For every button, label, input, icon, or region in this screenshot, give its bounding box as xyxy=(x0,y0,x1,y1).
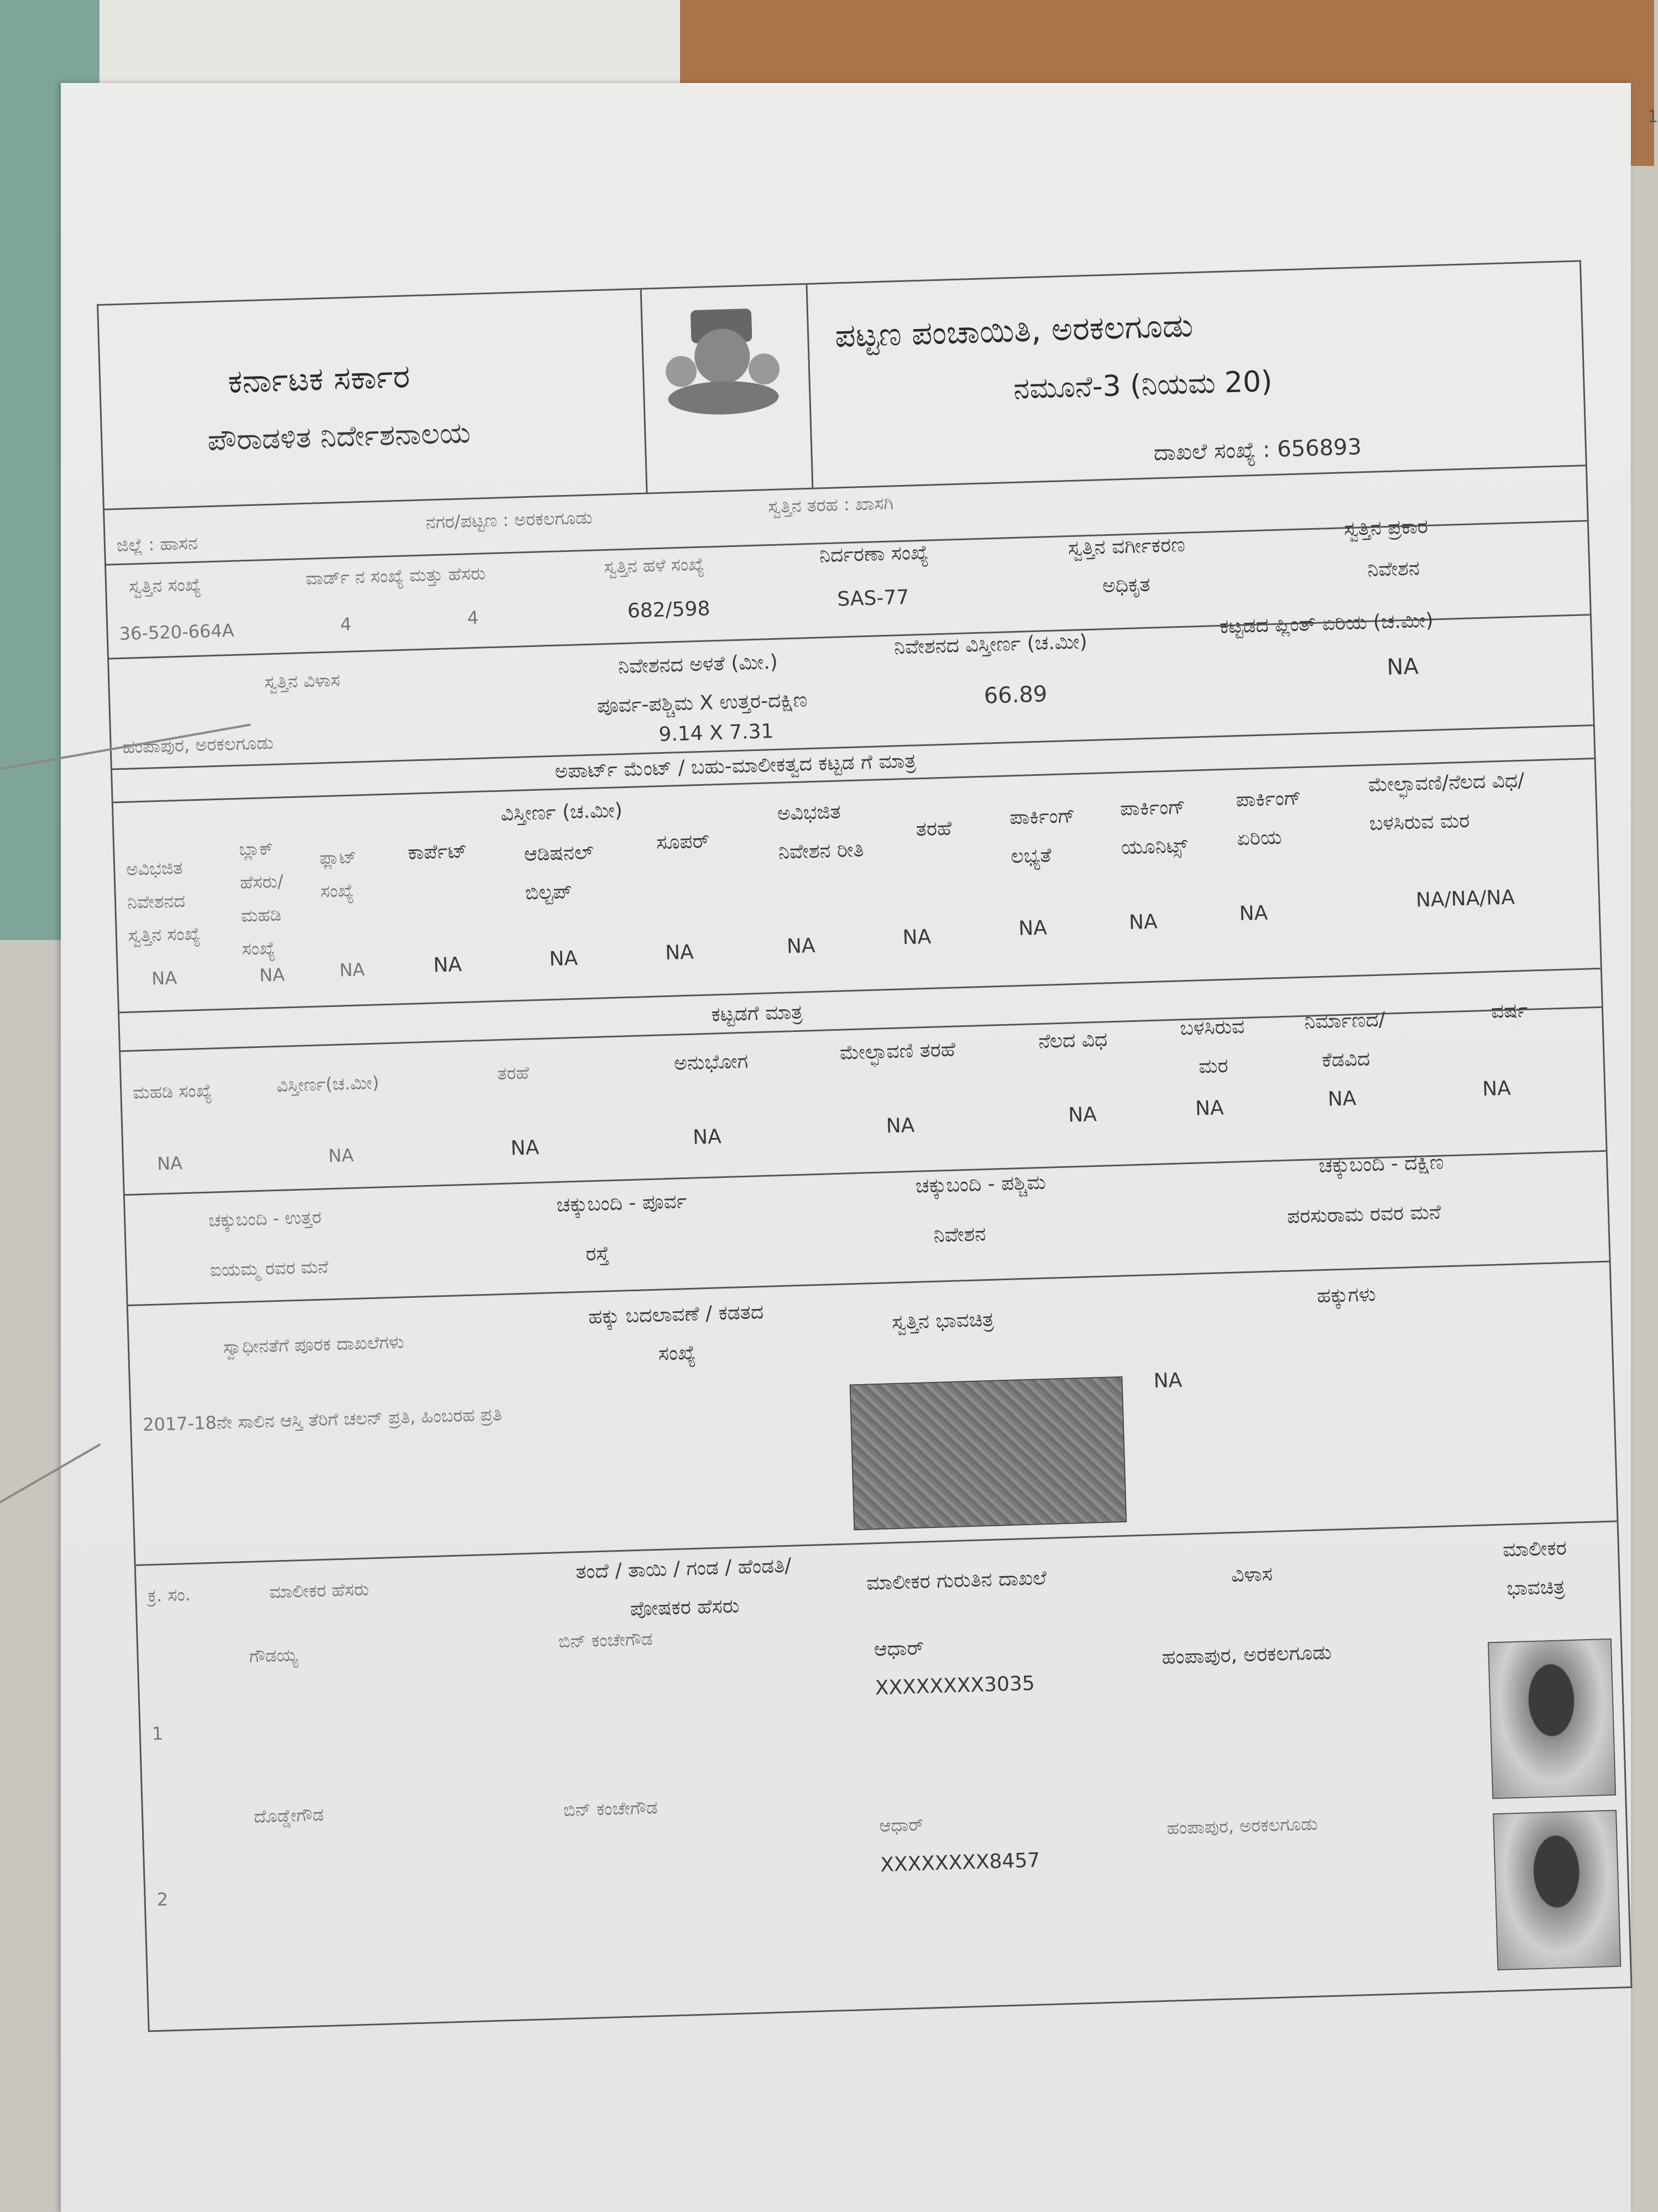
property-header-3: ನಿರ್ದರಣಾ ಸಂಖ್ಯೆ xyxy=(819,541,929,567)
building-value-8: NA xyxy=(1482,1077,1511,1101)
building-value-0: NA xyxy=(156,1152,183,1175)
owner-1-parent: ಬಿನ್ ಕಂಚೇಗೌಡ xyxy=(558,1628,653,1652)
owners-header-sl: ಕ್ರ. ಸಂ. xyxy=(147,1584,191,1606)
owners-header-photo: ಮಾಲೀಕರ ಭಾವಚಿತ್ರ xyxy=(1502,1537,1567,1600)
building-header-4: ಮೇಲ್ಛಾವಣಿ ತರಹೆ xyxy=(839,1038,956,1065)
apartment-header-6: ಅವಿಭಜಿತ ನಿವೇಶನ ರೀತಿ xyxy=(777,800,865,864)
assessment-number: SAS-77 xyxy=(836,586,909,611)
apartment-value-6: NA xyxy=(786,934,816,958)
page-number: 1 xyxy=(1647,107,1658,127)
building-value-3: NA xyxy=(692,1125,722,1149)
area-label: ನಿವೇಶನದ ವಿಸ್ತೀರ್ಣ (ಚ.ಮೀ) xyxy=(893,630,1088,659)
apartment-header-8: ಪಾರ್ಕಿಂಗ್ ಲಭ್ಯತೆ xyxy=(1009,804,1076,868)
owners-header-address: ವಿಳಾಸ xyxy=(1231,1562,1273,1587)
apartment-value-4: NA xyxy=(548,947,578,971)
apartment-value-9: NA xyxy=(1128,910,1158,935)
town: ನಗರ/ಪಟ್ಟಣ : ಅರಕಲಗೂಡು xyxy=(425,507,593,533)
building-header-0: ಮಹಡಿ ಸಂಖ್ಯೆ xyxy=(132,1079,212,1103)
building-value-5: NA xyxy=(1068,1103,1097,1127)
property-header-2: ಸ್ವತ್ತಿನ ಹಳೆ ಸಂಖ್ಯೆ xyxy=(603,553,705,577)
documents-value: 2017-18ನೇ ಸಾಲಿನ ಆಸ್ತಿ ತೆರಿಗೆ ಚಲನ್ ಪ್ರತಿ, ಹಿಂಬರಹ ಪ್ರತಿ xyxy=(142,1404,503,1436)
owner-2-name: ದೊಡ್ಡೇಗೌಡ xyxy=(253,1804,325,1827)
property-header-1: ವಾರ್ಡ್ ನ ಸಂಖ್ಯೆ ಮತ್ತು ಹೆಸರು xyxy=(305,562,486,589)
apartment-area-group: ವಿಸ್ತೀರ್ಣ (ಚ.ಮೀ) xyxy=(500,799,623,826)
plinth-label: ಕಟ್ಟಡದ ಪ್ಲಿಂತ್ ಏರಿಯ (ಚ.ಮೀ) xyxy=(1219,609,1434,638)
apartment-table xyxy=(113,759,1601,1013)
documents-label: ಸ್ವಾಧೀನತೆಗೆ ಪೂರಕ ದಾಖಲೆಗಳು xyxy=(223,1331,405,1358)
apartment-header-0: ಅವಿಭಜಿತ ನಿವೇಶನದ ಸ್ವತ್ತಿನ ಸಂಖ್ಯೆ xyxy=(125,857,201,946)
boundary-value-south: ಪರಸುರಾಮ ರವರ ಮನೆ xyxy=(1286,1201,1441,1228)
apartment-header-3: ಕಾರ್ಪೆಟ್ xyxy=(407,839,468,864)
area-value: 66.89 xyxy=(984,681,1048,709)
owner-1-address: ಹಂಪಾಪುರ, ಅರಕಲಗೂಡು xyxy=(1161,1641,1332,1669)
owners-table xyxy=(136,1522,1631,2030)
dimension-label: ನಿವೇಶನದ ಅಳತೆ (ಮೀ.) xyxy=(618,650,778,679)
boundary-value-east: ರಸ್ತೆ xyxy=(585,1242,610,1266)
building-header-1: ವಿಸ್ತೀರ್ಣ(ಚ.ಮೀ) xyxy=(276,1072,380,1096)
apartment-value-11: NA/NA/NA xyxy=(1415,886,1515,912)
rights-label: ಹಕ್ಕುಗಳು xyxy=(1316,1283,1377,1308)
plinth-value: NA xyxy=(1386,654,1419,681)
boundary-value-west: ನಿವೇಶನ xyxy=(933,1223,986,1247)
property-header-4: ಸ್ವತ್ತಿನ ವರ್ಗೀಕರಣ xyxy=(1068,533,1186,560)
building-value-2: NA xyxy=(510,1136,540,1160)
owner-1-id-type: ಆಧಾರ್ xyxy=(874,1636,924,1661)
directorate-title: ಪೌರಾಡಳಿತ ನಿರ್ದೇಶನಾಲಯ xyxy=(207,416,471,458)
boundary-header-north: ಚಕ್ಕುಬಂದಿ - ಉತ್ತರ xyxy=(208,1206,322,1231)
classification: ಅಧಿಕೃತ xyxy=(1102,573,1150,598)
property-header-5: ಸ್ವತ್ತಿನ ಪ್ರಕಾರ xyxy=(1343,515,1429,541)
apartment-value-7: NA xyxy=(902,925,932,950)
owner-1-photo xyxy=(1488,1639,1616,1799)
govt-title: ಕರ್ನಾಟಕ ಸರ್ಕಾರ xyxy=(227,357,411,401)
owner-1-name: ಗೌಡಯ್ಯ xyxy=(249,1644,299,1667)
boundary-header-west: ಚಕ್ಕುಬಂದಿ - ಪಶ್ಚಿಮ xyxy=(915,1171,1047,1198)
owner-1-sl: 1 xyxy=(151,1723,164,1745)
building-header-2: ತರಹೆ xyxy=(497,1062,530,1084)
owner-1-id-no: XXXXXXXX3035 xyxy=(875,1672,1035,1700)
apartment-header-2: ಫ್ಲಾಟ್ ಸಂಖ್ಯೆ xyxy=(319,846,357,902)
owner-2-address: ಹಂಪಾಪುರ, ಅರಕಲಗೂಡು xyxy=(1167,1813,1318,1839)
building-header-8: ವರ್ಷ xyxy=(1490,999,1528,1023)
filing-number: ದಾಖಲೆ ಸಂಖ್ಯೆ : 656893 xyxy=(1153,434,1362,466)
state-emblem-icon xyxy=(657,291,788,427)
apartment-title: ಅಪಾರ್ಟ್ ಮೆಂಟ್ / ಬಹು-ಮಾಲೀಕತ್ವದ ಕಟ್ಟಡ ಗೆ ಮಾತ್ರ xyxy=(554,749,917,783)
owners-header-id: ಮಾಲೀಕರ ಗುರುತಿನ ದಾಖಲೆ xyxy=(866,1567,1047,1595)
apartment-header-5: ಸೂಪರ್ xyxy=(656,830,710,854)
boundary-header-east: ಚಕ್ಕುಬಂದಿ - ಪೂರ್ವ xyxy=(556,1190,687,1217)
building-header-5: ನೆಲದ ವಿಧ xyxy=(1038,1028,1108,1053)
building-header-3: ಅನುಭೋಗ xyxy=(673,1050,749,1075)
boundary-header-south: ಚಕ್ಕುಬಂದಿ - ದಕ್ಷಿಣ xyxy=(1318,1151,1445,1178)
owner-2-parent: ಬಿನ್ ಕಂಚೇಗೌಡ xyxy=(563,1797,658,1821)
property-number: 36-520-664A xyxy=(119,619,235,645)
old-number: 682/598 xyxy=(627,597,710,623)
apartment-value-0: NA xyxy=(151,967,177,989)
property-photo xyxy=(850,1376,1127,1531)
apartment-header-11: ಮೇಲ್ಛಾವಣಿ/ನೆಲದ ವಿಧ/ಬಳಸಿರುವ ಮರ xyxy=(1368,769,1525,836)
district: ಜಿಲ್ಲೆ : ಹಾಸನ xyxy=(116,532,198,556)
property-kind: ನಿವೇಶನ xyxy=(1367,557,1420,582)
owner-2-id-type: ಆಧಾರ್ xyxy=(878,1813,924,1837)
apartment-value-10: NA xyxy=(1239,901,1268,926)
dimension-value: 9.14 X 7.31 xyxy=(658,720,774,747)
documents-row xyxy=(128,1262,1617,1566)
building-value-6: NA xyxy=(1195,1097,1225,1120)
owner-2-id-no: XXXXXXXX8457 xyxy=(880,1849,1040,1877)
rights-value: NA xyxy=(1153,1369,1183,1393)
building-header-7: ನಿರ್ಮಾಣದ/ ಕೆಡವಿದ xyxy=(1304,1008,1386,1072)
owners-header-parent: ತಂದೆ / ತಾಯಿ / ಗಂಡ / ಹೆಂಡತಿ/ಪೋಷಕರ ಹೆಸರು xyxy=(575,1554,792,1621)
apartment-value-2: NA xyxy=(339,959,365,981)
owner-2-sl: 2 xyxy=(156,1888,169,1911)
apartment-header-7: ತರಹೆ xyxy=(916,817,952,841)
apartment-header-10: ಪಾರ್ಕಿಂಗ್ ಏರಿಯ xyxy=(1235,786,1302,851)
property-header-0: ಸ್ವತ್ತಿನ ಸಂಖ್ಯೆ xyxy=(128,573,202,597)
building-title: ಕಟ್ಟಡಗೆ ಮಾತ್ರ xyxy=(711,1000,803,1026)
apartment-value-8: NA xyxy=(1018,916,1048,941)
address-value: ಹಂಪಾಪುರ, ಅರಕಲಗೂಡು xyxy=(122,732,274,758)
apartment-value-5: NA xyxy=(665,941,694,965)
apartment-value-3: NA xyxy=(433,953,462,977)
apartment-header-1: ಬ್ಲಾಕ್ ಹೆಸರು/ ಮಹಡಿ ಸಂಖ್ಯೆ xyxy=(238,837,284,959)
form-title: ನಮೂನೆ-3 (ನಿಯಮ 20) xyxy=(1013,364,1273,406)
apartment-header-9: ಪಾರ್ಕಿಂಗ್ ಯೂನಿಟ್ಸ್ xyxy=(1120,795,1188,859)
boundary-value-north: ಐಯಮ್ಮ ರವರ ಮನೆ xyxy=(210,1256,329,1281)
address-label: ಸ್ವತ್ತಿನ ವಿಳಾಸ xyxy=(264,669,341,693)
owners-header-name: ಮಾಲೀಕರ ಹೆಸರು xyxy=(269,1578,370,1603)
building-value-1: NA xyxy=(328,1144,354,1167)
apartment-value-1: NA xyxy=(259,964,285,986)
building-value-7: NA xyxy=(1327,1087,1357,1111)
property-form xyxy=(97,260,1633,2032)
panchayat-title: ಪಟ್ಟಣ ಪಂಚಾಯಿತಿ, ಅರಕಲಗೂಡು xyxy=(834,306,1194,355)
ward-name: 4 xyxy=(467,607,479,629)
dimension-direction: ಪೂರ್ವ-ಪಶ್ಚಿಮ X ಉತ್ತರ-ದಕ್ಷಿಣ xyxy=(597,688,808,718)
owner-2-photo xyxy=(1493,1810,1621,1971)
property-type: ಸ್ವತ್ತಿನ ತರಹ : ಖಾಸಗಿ xyxy=(767,492,894,518)
apartment-header-4: ಆಡಿಷನಲ್ ಬಿಲ್ಟಪ್ xyxy=(524,841,594,905)
property-photo-label: ಸ್ವತ್ತಿನ ಭಾವಚಿತ್ರ xyxy=(891,1308,995,1334)
transfer-label: ಹಕ್ಕು ಬದಲಾವಣೆ / ಕಡತದ ಸಂಖ್ಯೆ xyxy=(588,1301,764,1365)
ward-number: 4 xyxy=(339,613,352,635)
building-value-4: NA xyxy=(886,1114,915,1138)
building-header-6: ಬಳಸಿರುವ ಮರ xyxy=(1179,1015,1245,1078)
